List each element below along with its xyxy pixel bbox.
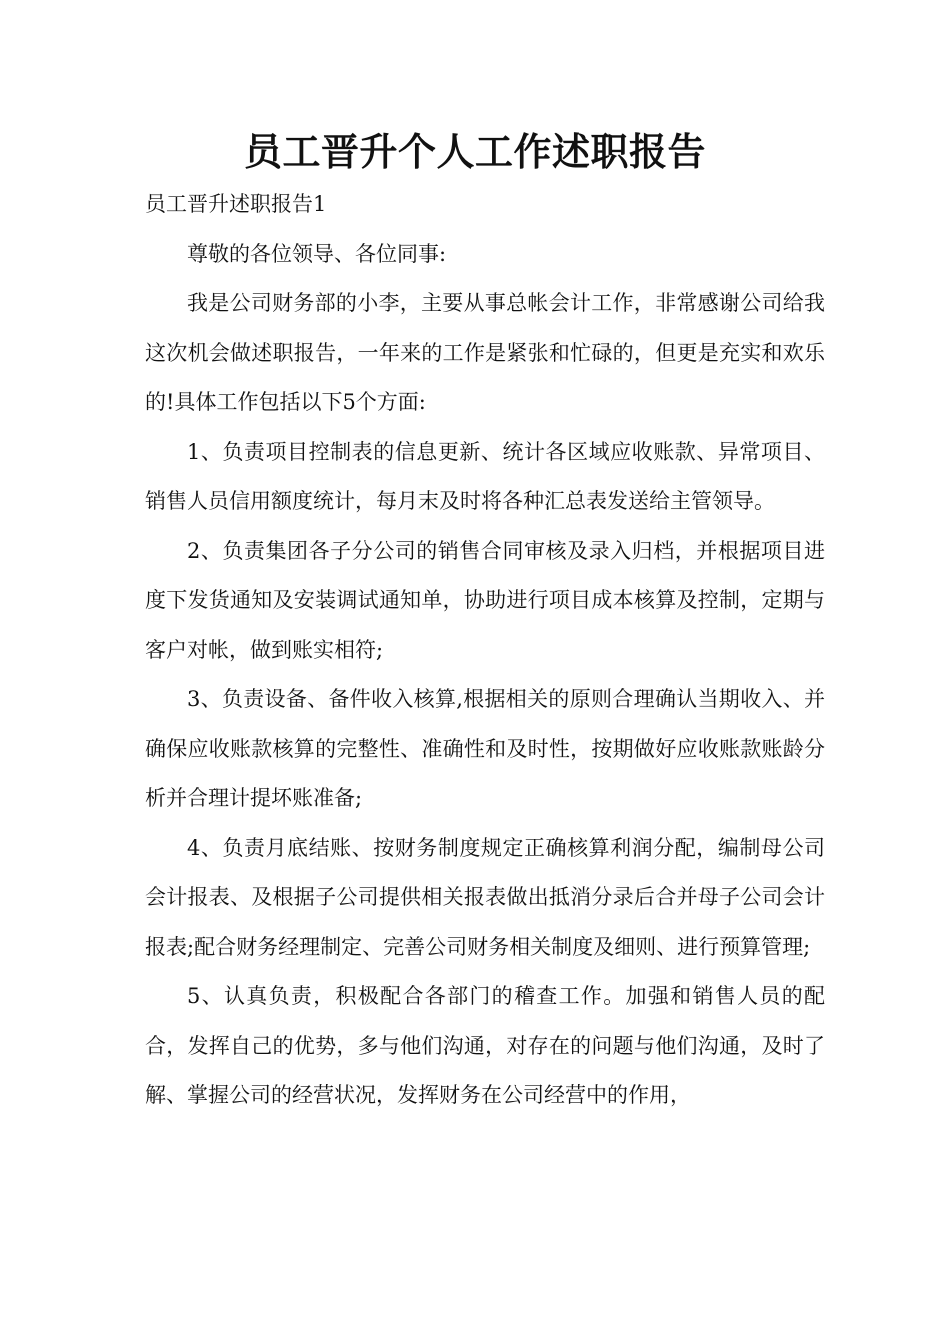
report-subtitle: 员工晋升述职报告1 xyxy=(145,192,327,216)
duty-item-1: 1、负责项目控制表的信息更新、统计各区域应收账款、异常项目、销售人员信用额度统计，每月末及时将各种汇总表发送给主管领导。 xyxy=(145,439,825,513)
duty-item-2: 2、负责集团各子分公司的销售合同审核及录入归档，并根据项目进度下发货通知及安装调试通知单，协助进行项目成本核算及控制，定期与客户对帐，做到账实相符; xyxy=(145,538,825,662)
duty-item-5: 5、认真负责，积极配合各部门的稽查工作。加强和销售人员的配合，发挥自己的优势，多与他们沟通，对存在的问题与他们沟通，及时了解、掌握公司的经营状况，发挥财务在公司经营中的作用， xyxy=(145,984,825,1107)
document-body xyxy=(145,180,825,1121)
document-title: 员工晋升个人工作述职报告 xyxy=(243,129,706,174)
greeting-paragraph: 尊敬的各位领导、各位同事: xyxy=(187,241,447,266)
duty-item-3: 3、负责设备、备件收入核算,根据相关的原则合理确认当期收入、并确保应收账款核算的完整性、准确性和及时性，按期做好应收账款账龄分析并合理计提坏账准备; xyxy=(145,687,825,810)
intro-paragraph: 我是公司财务部的小李，主要从事总帐会计工作，非常感谢公司给我这次机会做述职报告，一年来的工作是紧张和忙碌的，但更是充实和欢乐的!具体工作包括以下5个方面: xyxy=(145,291,825,414)
duty-item-4: 4、负责月底结账、按财务制度规定正确核算利润分配，编制母公司会计报表、及根据子公司提供相关报表做出抵消分录后合并母子公司会计报表;配合财务经理制定、完善公司财务相关制度及细则、进行预算管理; xyxy=(145,835,825,959)
